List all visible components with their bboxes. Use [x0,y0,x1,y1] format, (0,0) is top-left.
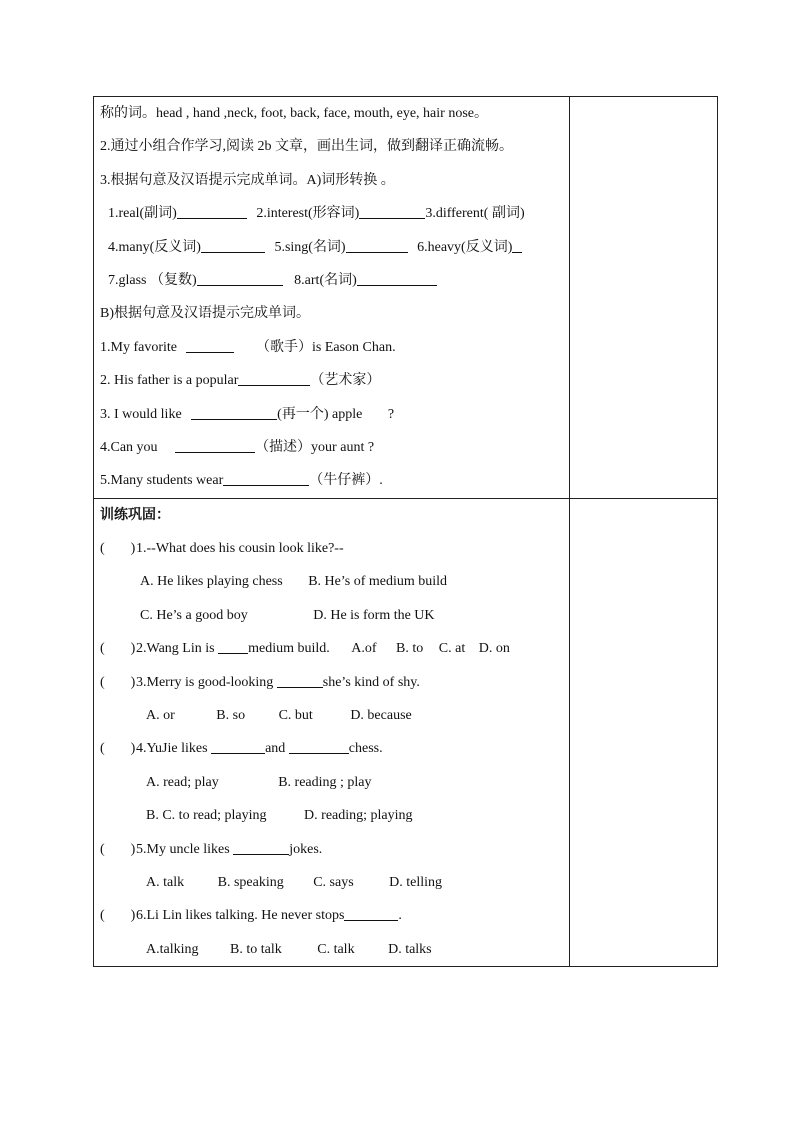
answer-blank[interactable] [238,371,310,386]
question-1-options-a [94,565,569,598]
answer-bracket[interactable]: ( ) [100,908,136,924]
word-form-item: 6.heavy(反义词) [417,239,513,255]
question-text: medium build. [248,641,330,657]
question-4-options-a [94,766,569,799]
option[interactable]: B. speaking [217,874,284,890]
question-3-options [94,699,569,732]
fill-text: 5.Many students wear [100,473,224,489]
word-form-item: 8.art(名词) [294,272,357,288]
option[interactable]: B. to talk [230,941,282,957]
word-form-item: 4.many(反义词) [108,239,201,255]
answer-bracket[interactable]: ( ) [100,641,136,657]
option[interactable]: C. but [278,708,313,724]
option[interactable]: D. He is form the UK [313,607,435,623]
answer-blank[interactable] [233,840,289,855]
notes-cell-2[interactable] [570,498,718,966]
question-6-options [94,933,569,966]
answer-bracket[interactable]: ( ) [100,841,136,857]
question-text: . [398,908,402,924]
section-title: 训练巩固： [100,506,170,523]
option[interactable]: B. to [396,641,424,657]
answer-blank[interactable] [223,471,309,486]
answer-blank[interactable] [512,238,522,253]
option[interactable]: D. reading; playing [304,808,413,824]
answer-blank[interactable] [175,438,255,453]
question-text: 5.My uncle likes [136,841,230,857]
fill-item-2 [94,364,569,397]
option[interactable]: C. He’s a good boy [140,607,248,623]
question-text: jokes. [289,841,323,857]
answer-blank[interactable] [277,673,323,688]
fill-text: 4.Can you [100,439,158,455]
word-form-item: 3.different( 副词) [425,206,525,222]
question-text: chess. [348,741,383,757]
fill-hint: (再一个) apple [277,406,363,422]
question-4 [94,732,569,765]
word-form-item: 1.real(副词) [108,206,177,222]
fill-hint: （牛仔裤）. [309,473,383,489]
option[interactable]: A. He likes playing chess [140,574,283,590]
answer-blank[interactable] [177,204,247,219]
question-text: 3.Merry is good-looking [136,674,274,690]
fill-item-4 [94,431,569,464]
answer-blank[interactable] [289,739,349,754]
answer-bracket[interactable]: ( ) [100,541,136,557]
exercise-cell-2 [94,498,570,966]
answer-blank[interactable] [346,238,408,253]
answer-blank[interactable] [197,271,283,286]
exercise-cell-1 [94,97,570,499]
option[interactable]: D. on [478,641,510,657]
word-form-item: 2.interest(形容词) [256,206,360,222]
question-3 [94,666,569,699]
worksheet-table [93,96,718,967]
fill-hint: （艺术家） [310,373,381,389]
question-5 [94,833,569,866]
option[interactable]: C. says [313,874,354,890]
word-form-row-2 [94,231,569,264]
question-text: 2.Wang Lin is [136,641,215,657]
question-text: 6.Li Lin likes talking. He never stops [136,908,345,924]
option[interactable]: A.of [351,641,377,657]
fill-text: 3. I would like [100,406,182,422]
answer-blank[interactable] [191,405,277,420]
question-1 [94,532,569,565]
option[interactable]: D. because [350,708,412,724]
option[interactable]: C. at [438,641,466,657]
question-5-options [94,866,569,899]
fill-item-3 [94,398,569,431]
option[interactable]: A. talk [146,874,185,890]
question-text: and [265,741,286,757]
option[interactable]: A. read; play [146,774,219,790]
answer-bracket[interactable]: ( ) [100,674,136,690]
notes-cell-1[interactable] [570,97,718,499]
answer-blank[interactable] [218,639,248,654]
word-form-row-3 [94,264,569,297]
answer-blank[interactable] [359,204,425,219]
option[interactable]: D. talks [388,941,432,957]
task-2-line: 2.通过小组合作学习,阅读 2b 文章，画出生词，做到翻译正确流畅。 [100,139,513,155]
fill-text: 1.My favorite [100,339,177,355]
question-6 [94,899,569,932]
question-text: 4.YuJie likes [136,741,208,757]
answer-blank[interactable] [201,238,265,253]
body-words-line: 称的词。head , hand ,neck, foot, back, face, mouth, eye, hair nose。 [100,106,488,121]
answer-blank[interactable] [211,739,265,754]
question-text: she’s kind of shy. [322,674,420,690]
option[interactable]: B. He’s of medium build [308,574,448,590]
fill-item-1 [94,331,569,364]
option[interactable]: A.talking [146,941,199,957]
question-text: 1.--What does his cousin look like?-- [136,541,344,557]
option[interactable]: A. or [146,708,175,724]
answer-blank[interactable] [357,271,437,286]
part-b-title: B)根据句意及汉语提示完成单词。 [100,306,310,322]
word-form-row-1 [94,197,569,230]
task-3-line: 3.根据句意及汉语提示完成单词。A)词形转换 。 [100,172,395,188]
option[interactable]: B. C. to read; playing [146,808,267,824]
option[interactable]: B. so [216,708,246,724]
option[interactable]: D. telling [389,874,443,890]
worksheet [93,96,717,965]
answer-bracket[interactable]: ( ) [100,741,136,757]
question-4-options-b [94,799,569,832]
answer-blank[interactable] [344,906,398,921]
fill-item-5 [94,464,569,497]
fill-hint: （描述）your aunt ? [255,439,375,455]
question-1-options-b [94,599,569,632]
fill-end: ? [387,406,395,422]
option[interactable]: C. talk [317,941,355,957]
answer-blank[interactable] [186,338,234,353]
fill-text: 2. His father is a popular [100,373,239,389]
question-2 [94,632,569,665]
fill-hint: （歌手）is Eason Chan. [255,339,396,355]
word-form-item: 5.sing(名词) [274,239,346,255]
word-form-item: 7.glass （复数) [108,272,197,288]
option[interactable]: B. reading ; play [278,774,372,790]
